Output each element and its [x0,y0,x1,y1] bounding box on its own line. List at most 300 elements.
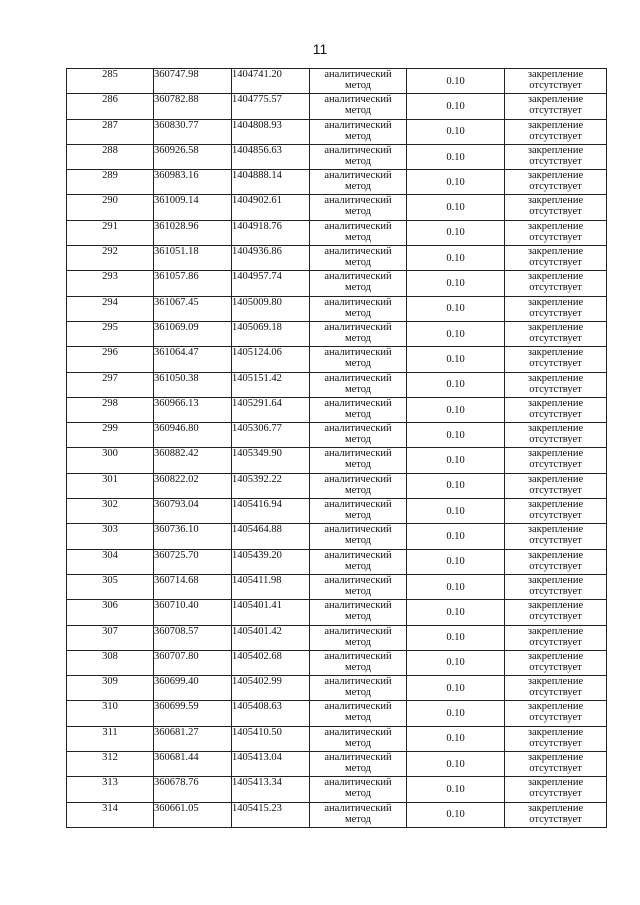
x-coordinate-cell: 360882.42 [154,448,232,473]
point-number-cell: 301 [67,473,154,498]
method-cell [310,321,407,346]
point-number-cell: 309 [67,676,154,701]
method-line-1: аналитический [324,726,392,738]
fixing-cell [505,549,607,574]
fixing-cell [505,777,607,802]
point-number-cell: 285 [67,69,154,94]
point-number-cell: 288 [67,144,154,169]
table-row [67,600,607,625]
method-line-1: аналитический [324,94,392,106]
y-coordinate-cell: 1404775.57 [232,94,310,119]
error-cell: 0.10 [407,549,505,574]
point-number-cell: 311 [67,726,154,751]
error-cell: 0.10 [407,170,505,195]
method-line-2: метод [344,535,372,547]
y-coordinate-cell: 1405464.88 [232,524,310,549]
method-cell [310,397,407,422]
fixing-line-2: отсутствует [529,611,582,623]
fixing-line-1: закрепление [527,524,584,536]
fixing-cell [505,372,607,397]
table-row [67,499,607,524]
table-row [67,701,607,726]
x-coordinate-cell: 360926.58 [154,144,232,169]
fixing-line-1: закрепление [527,499,584,511]
method-cell [310,600,407,625]
x-coordinate-cell: 360699.59 [154,701,232,726]
table-row [67,195,607,220]
error-cell: 0.10 [407,473,505,498]
method-cell [310,701,407,726]
error-cell: 0.10 [407,321,505,346]
method-line-1: аналитический [324,777,392,789]
method-line-2: метод [344,408,372,420]
y-coordinate-cell: 1405402.68 [232,650,310,675]
y-coordinate-cell: 1405415.23 [232,802,310,827]
y-coordinate-cell: 1405413.04 [232,752,310,777]
point-number-cell: 296 [67,347,154,372]
fixing-line-2: отсутствует [529,130,582,142]
table-row [67,802,607,827]
table-row [67,347,607,372]
x-coordinate-cell: 360678.76 [154,777,232,802]
point-number-cell: 299 [67,423,154,448]
method-line-1: аналитический [324,271,392,283]
y-coordinate-cell: 1405291.64 [232,397,310,422]
method-line-1: аналитический [324,69,392,80]
method-line-2: метод [344,484,372,496]
method-cell [310,69,407,94]
fixing-line-2: отсутствует [529,535,582,547]
x-coordinate-cell: 361057.86 [154,271,232,296]
fixing-line-2: отсутствует [529,712,582,724]
table-row [67,524,607,549]
fixing-line-1: закрепление [527,94,584,106]
fixing-cell [505,423,607,448]
method-cell [310,777,407,802]
error-cell: 0.10 [407,119,505,144]
method-line-1: аналитический [324,372,392,384]
x-coordinate-cell: 361067.45 [154,296,232,321]
fixing-cell [505,94,607,119]
x-coordinate-cell: 360681.44 [154,752,232,777]
method-cell [310,246,407,271]
method-line-2: метод [344,130,372,142]
x-coordinate-cell: 361050.38 [154,372,232,397]
y-coordinate-cell: 1405411.98 [232,574,310,599]
y-coordinate-cell: 1405009.80 [232,296,310,321]
fixing-line-1: закрепление [527,549,584,561]
method-cell [310,549,407,574]
method-line-1: аналитический [324,448,392,460]
fixing-line-1: закрепление [527,119,584,131]
x-coordinate-cell: 360793.04 [154,499,232,524]
error-cell: 0.10 [407,726,505,751]
x-coordinate-cell: 360714.68 [154,574,232,599]
method-cell [310,650,407,675]
fixing-line-1: закрепление [527,347,584,359]
method-line-1: аналитический [324,802,392,814]
table-row [67,220,607,245]
method-line-2: метод [344,257,372,269]
fixing-line-1: закрепление [527,701,584,713]
method-line-1: аналитический [324,499,392,511]
method-line-2: метод [344,687,372,699]
method-cell [310,473,407,498]
method-cell [310,271,407,296]
fixing-line-1: закрепление [527,321,584,333]
y-coordinate-cell: 1404957.74 [232,271,310,296]
table-row [67,625,607,650]
fixing-line-1: закрепление [527,625,584,637]
method-cell [310,372,407,397]
table-body [67,69,607,828]
x-coordinate-cell: 361069.09 [154,321,232,346]
method-line-2: метод [344,636,372,648]
method-line-1: аналитический [324,296,392,308]
fixing-line-1: закрепление [527,752,584,764]
method-line-2: метод [344,206,372,218]
error-cell: 0.10 [407,94,505,119]
method-line-2: метод [344,332,372,344]
table-row [67,726,607,751]
point-number-cell: 289 [67,170,154,195]
method-cell [310,296,407,321]
error-cell: 0.10 [407,372,505,397]
fixing-line-1: закрепление [527,574,584,586]
point-number-cell: 304 [67,549,154,574]
fixing-cell [505,524,607,549]
y-coordinate-cell: 1404902.61 [232,195,310,220]
fixing-cell [505,347,607,372]
method-line-2: метод [344,383,372,395]
y-coordinate-cell: 1404888.14 [232,170,310,195]
y-coordinate-cell: 1404918.76 [232,220,310,245]
error-cell: 0.10 [407,448,505,473]
method-line-1: аналитический [324,524,392,536]
fixing-line-2: отсутствует [529,358,582,370]
method-cell [310,170,407,195]
x-coordinate-cell: 360725.70 [154,549,232,574]
fixing-line-1: закрепление [527,397,584,409]
table-row [67,473,607,498]
method-line-2: метод [344,231,372,243]
method-line-2: метод [344,813,372,825]
y-coordinate-cell: 1405413.34 [232,777,310,802]
table-row [67,119,607,144]
fixing-line-1: закрепление [527,296,584,308]
fixing-line-1: закрепление [527,473,584,485]
y-coordinate-cell: 1405410.50 [232,726,310,751]
method-cell [310,119,407,144]
fixing-line-1: закрепление [527,372,584,384]
method-cell [310,94,407,119]
table-row [67,271,607,296]
method-cell [310,448,407,473]
y-coordinate-cell: 1405408.63 [232,701,310,726]
method-line-2: метод [344,737,372,749]
fixing-cell [505,499,607,524]
x-coordinate-cell: 360736.10 [154,524,232,549]
point-number-cell: 295 [67,321,154,346]
fixing-line-2: отсутствует [529,484,582,496]
method-cell [310,752,407,777]
method-line-2: метод [344,181,372,193]
error-cell: 0.10 [407,271,505,296]
fixing-line-2: отсутствует [529,155,582,167]
method-line-2: метод [344,155,372,167]
y-coordinate-cell: 1405124.06 [232,347,310,372]
x-coordinate-cell: 360747.98 [154,69,232,94]
y-coordinate-cell: 1404808.93 [232,119,310,144]
table-row [67,144,607,169]
fixing-line-1: закрепление [527,802,584,814]
point-number-cell: 287 [67,119,154,144]
x-coordinate-cell: 361028.96 [154,220,232,245]
y-coordinate-cell: 1405392.22 [232,473,310,498]
point-number-cell: 293 [67,271,154,296]
fixing-cell [505,195,607,220]
fixing-line-2: отсутствует [529,332,582,344]
fixing-line-2: отсутствует [529,383,582,395]
fixing-line-2: отсутствует [529,687,582,699]
x-coordinate-cell: 360946.80 [154,423,232,448]
fixing-line-2: отсутствует [529,282,582,294]
fixing-line-2: отсутствует [529,105,582,117]
fixing-line-2: отсутствует [529,510,582,522]
error-cell: 0.10 [407,499,505,524]
fixing-cell [505,271,607,296]
error-cell: 0.10 [407,574,505,599]
y-coordinate-cell: 1405349.90 [232,448,310,473]
fixing-line-1: закрепление [527,676,584,688]
point-number-cell: 298 [67,397,154,422]
fixing-line-1: закрепление [527,448,584,460]
point-number-cell: 297 [67,372,154,397]
fixing-line-2: отсутствует [529,813,582,825]
method-line-1: аналитический [324,119,392,131]
method-line-1: аналитический [324,625,392,637]
error-cell: 0.10 [407,676,505,701]
method-line-1: аналитический [324,170,392,182]
table-row [67,321,607,346]
method-line-2: метод [344,434,372,446]
method-line-1: аналитический [324,549,392,561]
point-number-cell: 290 [67,195,154,220]
point-number-cell: 294 [67,296,154,321]
table-row [67,752,607,777]
fixing-line-2: отсутствует [529,788,582,800]
fixing-line-1: закрепление [527,650,584,662]
method-cell [310,676,407,701]
method-line-1: аналитический [324,752,392,764]
method-line-2: метод [344,712,372,724]
fixing-cell [505,144,607,169]
x-coordinate-cell: 361064.47 [154,347,232,372]
error-cell: 0.10 [407,220,505,245]
method-cell [310,220,407,245]
fixing-line-2: отсутствует [529,459,582,471]
method-cell [310,625,407,650]
y-coordinate-cell: 1405306.77 [232,423,310,448]
y-coordinate-cell: 1405402.99 [232,676,310,701]
fixing-line-2: отсутствует [529,257,582,269]
y-coordinate-cell: 1405439.20 [232,549,310,574]
error-cell: 0.10 [407,246,505,271]
method-line-2: метод [344,459,372,471]
y-coordinate-cell: 1405069.18 [232,321,310,346]
fixing-cell [505,321,607,346]
error-cell: 0.10 [407,296,505,321]
fixing-cell [505,69,607,94]
error-cell: 0.10 [407,650,505,675]
method-line-2: метод [344,611,372,623]
fixing-cell [505,574,607,599]
fixing-line-2: отсутствует [529,763,582,775]
fixing-cell [505,473,607,498]
point-number-cell: 313 [67,777,154,802]
method-line-1: аналитический [324,144,392,156]
fixing-line-2: отсутствует [529,585,582,597]
fixing-line-1: закрепление [527,246,584,258]
point-number-cell: 300 [67,448,154,473]
table-row [67,94,607,119]
fixing-line-2: отсутствует [529,181,582,193]
fixing-cell [505,296,607,321]
fixing-cell [505,726,607,751]
method-line-2: метод [344,560,372,572]
method-line-2: метод [344,585,372,597]
error-cell: 0.10 [407,802,505,827]
x-coordinate-cell: 360699.40 [154,676,232,701]
fixing-cell [505,448,607,473]
error-cell: 0.10 [407,600,505,625]
table-row [67,650,607,675]
x-coordinate-cell: 361009.14 [154,195,232,220]
fixing-line-2: отсутствует [529,434,582,446]
method-line-1: аналитический [324,246,392,258]
method-line-1: аналитический [324,321,392,333]
fixing-line-1: закрепление [527,170,584,182]
method-cell [310,574,407,599]
x-coordinate-cell: 360661.05 [154,802,232,827]
fixing-line-2: отсутствует [529,560,582,572]
fixing-line-2: отсутствует [529,80,582,91]
method-line-2: метод [344,80,372,91]
point-number-cell: 307 [67,625,154,650]
method-line-1: аналитический [324,423,392,435]
method-line-1: аналитический [324,650,392,662]
fixing-line-1: закрепление [527,726,584,738]
method-cell [310,802,407,827]
method-cell [310,195,407,220]
table-row [67,372,607,397]
fixing-line-2: отсутствует [529,307,582,319]
fixing-cell [505,397,607,422]
fixing-cell [505,170,607,195]
table-row [67,574,607,599]
y-coordinate-cell: 1405401.41 [232,600,310,625]
method-line-1: аналитический [324,574,392,586]
point-number-cell: 292 [67,246,154,271]
method-line-1: аналитический [324,397,392,409]
method-line-2: метод [344,763,372,775]
point-number-cell: 312 [67,752,154,777]
y-coordinate-cell: 1405151.42 [232,372,310,397]
x-coordinate-cell: 360782.88 [154,94,232,119]
method-cell [310,144,407,169]
fixing-line-1: закрепление [527,271,584,283]
coordinates-table [66,68,607,828]
fixing-line-1: закрепление [527,220,584,232]
method-line-2: метод [344,105,372,117]
x-coordinate-cell: 360708.57 [154,625,232,650]
fixing-line-2: отсутствует [529,661,582,673]
fixing-cell [505,600,607,625]
table-row [67,549,607,574]
table-row [67,170,607,195]
page-number: 11 [312,41,328,57]
error-cell: 0.10 [407,195,505,220]
method-line-1: аналитический [324,676,392,688]
point-number-cell: 305 [67,574,154,599]
point-number-cell: 303 [67,524,154,549]
point-number-cell: 310 [67,701,154,726]
point-number-cell: 286 [67,94,154,119]
error-cell: 0.10 [407,777,505,802]
method-line-2: метод [344,307,372,319]
fixing-line-1: закрепление [527,144,584,156]
error-cell: 0.10 [407,752,505,777]
error-cell: 0.10 [407,397,505,422]
point-number-cell: 308 [67,650,154,675]
error-cell: 0.10 [407,69,505,94]
error-cell: 0.10 [407,423,505,448]
fixing-cell [505,650,607,675]
method-line-1: аналитический [324,195,392,207]
table-row [67,397,607,422]
x-coordinate-cell: 360707.80 [154,650,232,675]
x-coordinate-cell: 360966.13 [154,397,232,422]
method-line-2: метод [344,661,372,673]
method-line-2: метод [344,358,372,370]
fixing-cell [505,246,607,271]
table-row [67,423,607,448]
method-line-2: метод [344,510,372,522]
fixing-line-1: закрепление [527,195,584,207]
fixing-cell [505,802,607,827]
error-cell: 0.10 [407,144,505,169]
method-line-1: аналитический [324,220,392,232]
fixing-line-2: отсутствует [529,231,582,243]
method-cell [310,524,407,549]
method-line-1: аналитический [324,473,392,485]
point-number-cell: 314 [67,802,154,827]
fixing-line-1: закрепление [527,777,584,789]
table-row [67,676,607,701]
table-row [67,296,607,321]
y-coordinate-cell: 1404856.63 [232,144,310,169]
fixing-line-1: закрепление [527,600,584,612]
fixing-cell [505,701,607,726]
x-coordinate-cell: 360681.27 [154,726,232,751]
method-line-2: метод [344,282,372,294]
point-number-cell: 302 [67,499,154,524]
method-line-2: метод [344,788,372,800]
fixing-line-2: отсутствует [529,408,582,420]
point-number-cell: 306 [67,600,154,625]
fixing-cell [505,625,607,650]
method-cell [310,499,407,524]
